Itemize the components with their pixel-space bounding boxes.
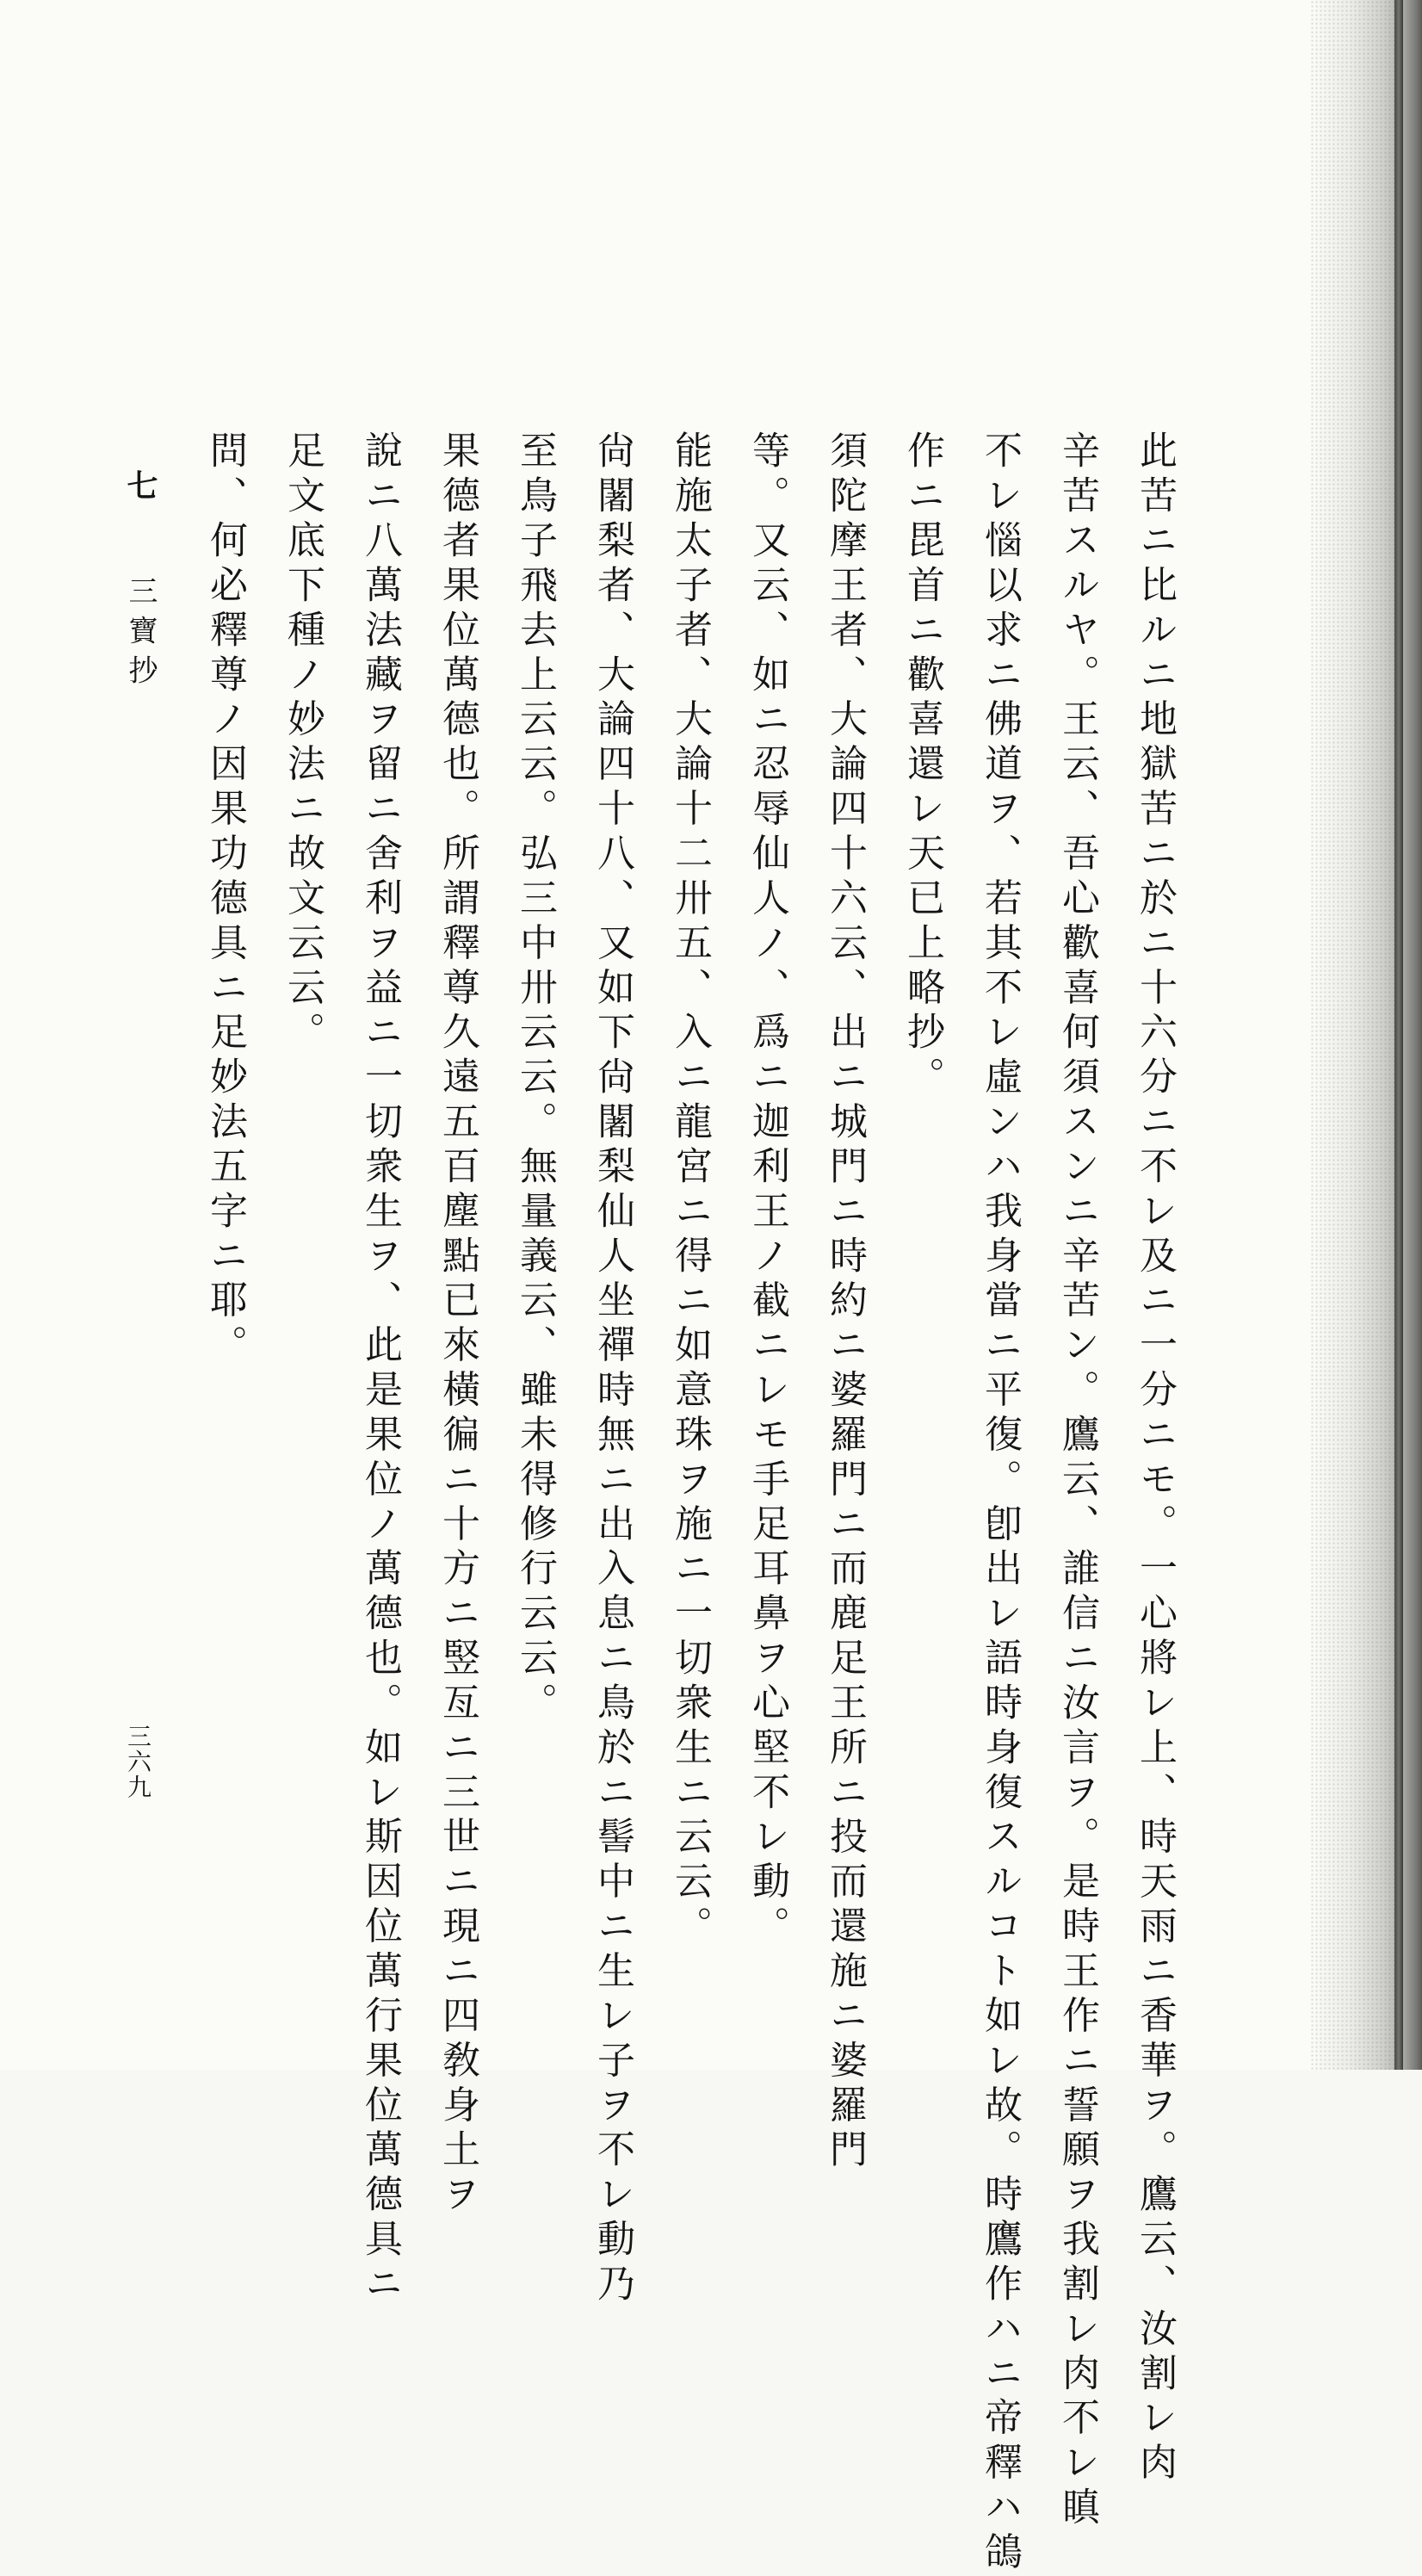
text-column: 果德者果位萬德也。所謂釋尊久遠五百塵點已來橫徧ニ十方ニ竪亙ニ三世ニ現ニ四敎身土ヲ bbox=[436, 430, 479, 2219]
header-title: 三寶抄 bbox=[123, 575, 158, 695]
text-column: 須陀摩王者、大論四十六云、出ニ城門ニ時約ニ婆羅門ニ而鹿足王所ニ投而還施ニ婆羅門 bbox=[823, 430, 867, 2174]
text-column: 能施太子者、大論十二卅五、入ニ龍宮ニ得ニ如意珠ヲ施ニ一切衆生ニ云云。 bbox=[668, 430, 712, 1951]
text-column: 說ニ八萬法藏ヲ留ニ舍利ヲ益ニ一切衆生ヲ、此是果位ノ萬德也。如レ斯因位萬行果位萬德具ニ bbox=[358, 430, 402, 2308]
page-number: 三六九 bbox=[124, 1724, 152, 1800]
body-text bbox=[186, 430, 1193, 2576]
text-column: 問、何必釋尊ノ因果功德具ニ足妙法五字ニ耶。 bbox=[203, 430, 247, 1370]
text-column: 不レ惱以求ニ佛道ヲ、若其不レ虛ンハ我身當ニ平復。卽出レ語時身復スルコト如レ故。時鷹作ハニ帝釋ハ鴿 bbox=[978, 430, 1022, 2576]
spine-speckle bbox=[1310, 0, 1396, 2070]
text-column: 足文底下種ノ妙法ニ故文云云。 bbox=[281, 430, 325, 1056]
running-header bbox=[119, 469, 163, 695]
chapter-number: 七 bbox=[122, 469, 158, 511]
text-column: 至鳥子飛去上云云。弘三中卅云云。無量義云、雖未得修行云云。 bbox=[513, 430, 557, 1727]
text-column: 此苦ニ比ルニ地獄苦ニ於ニ十六分ニ不レ及ニ一分ニモ。一心將レ上、時天雨ニ香華ヲ。鷹云、汝割レ肉 bbox=[1133, 430, 1177, 2487]
text-column: 尙闍梨者、大論四十八、又如下尙闍梨仙人坐禪時無ニ出入息ニ鳥於ニ髻中ニ生レ子ヲ不レ動乃 bbox=[590, 430, 634, 2308]
text-column: 作ニ毘首ニ歡喜還レ天已上略抄。 bbox=[900, 430, 944, 1101]
spine-edge bbox=[1394, 0, 1403, 2070]
text-column: 辛苦スルヤ。王云、吾心歡喜何須スンニ辛苦ン。鷹云、誰信ニ汝言ヲ。是時王作ニ誓願ヲ我割レ肉不レ瞋 bbox=[1055, 430, 1099, 2532]
text-column: 等。又云、如ニ忍辱仙人ノ、爲ニ迦利王ノ截ニレモ手足耳鼻ヲ心堅不レ動。 bbox=[745, 430, 789, 1951]
